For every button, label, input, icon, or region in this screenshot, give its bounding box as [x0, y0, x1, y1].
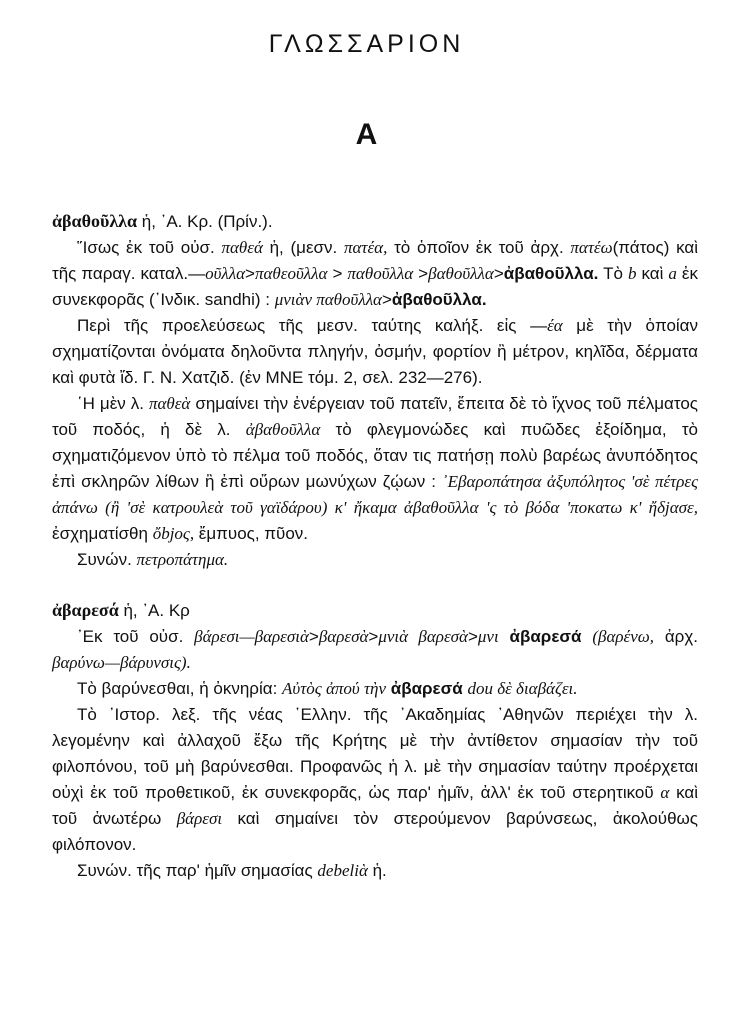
text-run: ἐκ συνεκφορᾶς (᾿Ινδικ. sandhi) :: [52, 264, 698, 309]
glossary-entry: [52, 208, 698, 573]
italic-text: παθεοῦλλα: [254, 264, 328, 283]
text-run: >: [368, 627, 379, 646]
italic-text: α: [660, 783, 670, 802]
text-run: σημαίνει τὴν ἐνέργειαν τοῦ πατεῖν, ἔπειτα δὲ τὸ ἴχνος τοῦ πέλματος τοῦ ποδός, ἡ δὲ λ.: [52, 394, 698, 439]
text-run: τὸ φλεγμονώδες καὶ πυῶδες ἐξοίδημα, τὸ σχηματιζόμενον ὑπὸ τὸ πέλμα τοῦ ποδός, ὅταν τις πατήσῃ πολὺ βαρέως ἀνυπόδητος ἐπὶ σκληρῶν λίθων ἢ ἐπὶ οὔρων μωνύχων ζῴων :: [52, 420, 698, 491]
italic-text: πετροπάτημα.: [136, 550, 229, 569]
text-run: Τὸ βαρύνεσθαι, ἡ ὀκνηρία:: [77, 679, 283, 698]
bold-text: ἀβαρεσά: [390, 679, 463, 698]
italic-text: dou δὲ διαβάζει.: [467, 679, 578, 698]
text-run: >: [308, 627, 319, 646]
bold-text: ἀβαρεσά: [509, 627, 582, 646]
text-run: ῞Ισως ἐκ τοῦ οὐσ.: [77, 238, 222, 257]
italic-text: οῦλλα: [205, 264, 246, 283]
headword: ἀβαρεσά: [52, 600, 119, 620]
text-run: ἡ.: [367, 861, 387, 880]
italic-text: μνιὰ βαρεσὰ: [378, 627, 468, 646]
italic-text: debeliὰ: [317, 861, 368, 880]
italic-text: βάρεσι: [176, 809, 223, 828]
italic-text: Αὐτὸς ἀπού τὴν: [282, 679, 387, 698]
italic-text: ἀβαθοῦλλα: [245, 420, 321, 439]
italic-text: πατέω: [570, 238, 613, 257]
text-run: Συνών. τῆς παρ' ἡμῖν σημασίας: [77, 861, 318, 880]
glossary-entry: [52, 597, 698, 884]
text-run: ἡ, (μεσν.: [262, 238, 344, 257]
text-run: ἀρχ.: [654, 627, 698, 646]
italic-text: παθεά: [221, 238, 263, 257]
entry-paragraph: [52, 547, 698, 573]
italic-text: έα: [547, 316, 563, 335]
text-run: >: [381, 290, 392, 309]
text-run: Τὸ ᾿Ιστορ. λεξ. τῆς νέας ῾Ελλην. τῆς ᾿Ακαδημίας ᾿Αθηνῶν περιέχει τὴν λ. λεγομένην καὶ ἀλλαχοῦ ἔξω τῆς Κρήτης μὲ τὴν ἀντίθετον σημασίαν τὴν τοῦ φιλοπόνου, τοῦ μὴ βαρύνεσθαι. Προφανῶς ἡ λ. μὲ τὴν σημασίαν ταύτην προέρχεται οὐχὶ ἐκ τοῦ προθετικοῦ, ἐκ συνεκφορᾶς, ὡς παρ' ἡμῖν, ἀλλ' ἐκ τοῦ στερητικοῦ: [52, 705, 698, 802]
grammatical-info: ἡ, ᾿Α. Κρ. (Πρίν.).: [137, 212, 273, 231]
entry-paragraph: [52, 235, 698, 313]
grammatical-info: ἡ, ᾿Α. Κρ: [118, 601, 190, 620]
entry-heading: [52, 597, 698, 624]
italic-text: b: [627, 264, 637, 283]
section-letter: Α: [355, 118, 378, 151]
page-title: ΓΛΩΣΣΑΡΙΟΝ: [268, 30, 465, 58]
italic-text: βαρύνω—βάρυνσις).: [52, 653, 191, 672]
text-run: [499, 627, 510, 646]
italic-text: (βαρένω,: [592, 627, 655, 646]
text-run: >: [245, 264, 255, 283]
text-run: Περὶ τῆς προελεύσεως τῆς μεσν. ταύτης καλήξ. εἰς —: [77, 316, 548, 335]
italic-text: a: [668, 264, 677, 283]
text-run: καὶ σημαίνει τὸν στερούμενον βαρύνσεως, ἀκολούθως φιλόπονον.: [52, 809, 698, 854]
text-run: >: [413, 264, 429, 283]
entry-paragraph: [52, 676, 698, 702]
bold-text: ἀβαθοῦλλα.: [503, 264, 599, 283]
entry-paragraph: [52, 858, 698, 884]
italic-text: ὄbjος,: [152, 524, 195, 543]
italic-text: βαθοῦλλα: [428, 264, 494, 283]
text-run: ῾Η μὲν λ.: [77, 394, 149, 413]
entry-heading: [52, 208, 698, 235]
glossary-entries: [52, 208, 698, 884]
entry-paragraph: [52, 702, 698, 858]
text-run: μὲ τὴν ὁποίαν σχηματίζονται ὀνόματα δηλοῦντα πληγήν, ὀσμήν, φορτίον ἢ μέτρον, κηλῖδα, δέρματα καὶ φυτὰ ἴδ. Γ. Ν. Χατζιδ. (ἐν ΜΝΕ τόμ. 2, σελ. 232—276).: [52, 316, 699, 387]
text-run: ᾿Εκ τοῦ οὐσ.: [77, 627, 195, 646]
italic-text: μνι: [477, 627, 499, 646]
text-run: ἔμπυος, πῦον.: [194, 524, 308, 543]
text-run: ἐσχηματίσθη: [52, 524, 153, 543]
text-run: [581, 627, 592, 646]
entry-paragraph: [52, 624, 698, 676]
text-run: καὶ: [636, 264, 669, 283]
italic-text: πατέα,: [343, 238, 388, 257]
text-run: >: [327, 264, 348, 283]
italic-text: μνιὰν παθοῦλλα: [274, 290, 382, 309]
text-run: Συνών.: [77, 550, 137, 569]
italic-text: βαρεσὰ: [318, 627, 369, 646]
text-run: τὸ ὁποῖον ἐκ τοῦ ἀρχ.: [387, 238, 571, 257]
italic-text: βάρεσι—βαρεσιὰ: [194, 627, 309, 646]
italic-text: παθοῦλλα: [347, 264, 414, 283]
headword: ἀβαθοῦλλα: [52, 211, 138, 231]
entry-paragraph: [52, 391, 698, 547]
italic-text: παθεὰ: [148, 394, 191, 413]
text-run: >: [493, 264, 504, 283]
bold-text: ἀβαθοῦλλα.: [391, 290, 487, 309]
text-run: (πάτος) καὶ τῆς παραγ. καταλ.—: [52, 238, 698, 283]
text-run: >: [467, 627, 478, 646]
text-run: καὶ τοῦ ἀνωτέρω: [52, 783, 698, 828]
entry-paragraph: [52, 313, 698, 391]
text-run: Τὸ: [598, 264, 628, 283]
italic-text: ᾿Εβαροπάτησα ἀξυπόλητος 'σὲ πέτρες ἀπάνω (ἢ 'σὲ κατρουλεὰ τοῦ γαϊδάρου) κ' ἤκαμα ἀβαθοῦλλα 'ς τὸ βόδα 'ποκατω κ' ἤδjασε,: [52, 472, 699, 517]
